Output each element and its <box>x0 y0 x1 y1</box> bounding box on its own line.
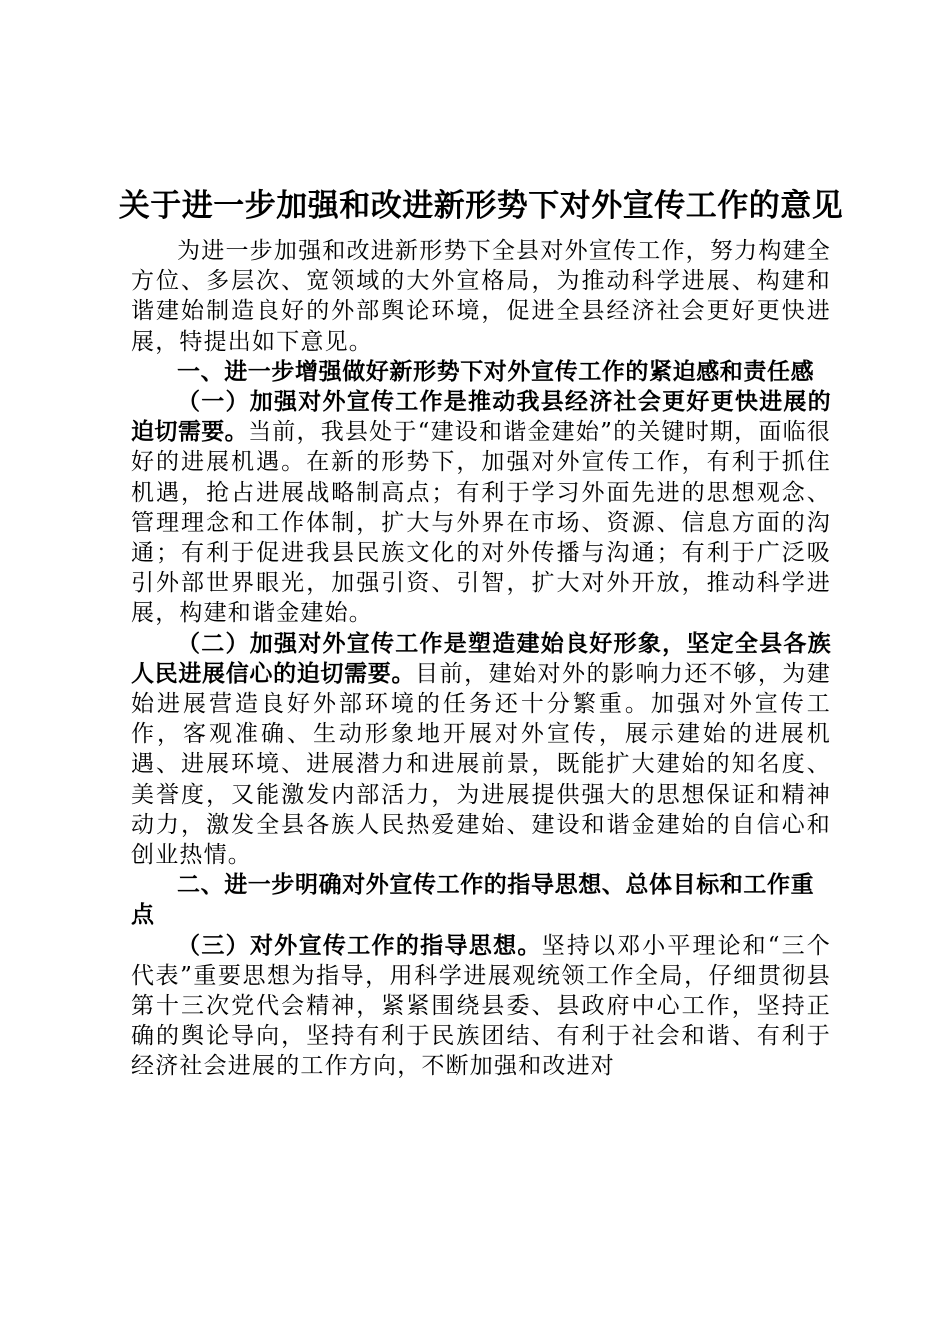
item-1-lead: （一）加强对外宣传工作是推动我县经济社会更好更快进展的迫切需要。 <box>131 389 831 446</box>
item-2-lead: （二）加强对外宣传工作是塑造建始良好形象，坚定全县各族人民进展信心的迫切需要。 <box>131 630 831 687</box>
item-3-lead: （三）对外宣传工作的指导思想。 <box>177 932 542 959</box>
document-title: 关于进一步加强和改进新形势下对外宣传工作的意见 <box>118 188 844 224</box>
item-2-body: 目前，建始对外的影响力还不够，为建始进展营造良好外部环境的任务还十分繁重。加强对外宣传工作，客观准确、生动形象地开展对外宣传，展示建始的进展机遇、进展环境、进展潜力和进展前景，既能扩大建始的知名度、美誉度，又能激发内部活力，为进展提供强大的思想保证和精神动力，激发全县各族人民热爱建始、建设和谐金建始的自信心和创业热情。 <box>131 660 831 869</box>
document-body <box>118 176 844 1082</box>
item-3-paragraph <box>131 931 831 1082</box>
item-3-body: 坚持以邓小平理论和“三个代表”重要思想为指导，用科学进展观统领工作全局，仔细贯彻县第十三次党代会精神，紧紧围绕县委、县政府中心工作，坚持正确的舆论导向，坚持有利于民族团结、有利于社会和谐、有利于经济社会进展的工作方向，不断加强和改进对 <box>131 932 831 1080</box>
item-2-paragraph <box>131 629 831 871</box>
section-2-heading: 二、进一步明确对外宣传工作的指导思想、总体目标和工作重点 <box>131 872 815 929</box>
item-1-body: 当前，我县处于“建设和谐金建始”的关键时期，面临很好的进展机遇。在新的形势下，加强对外宣传工作，有利于抓住机遇，抢占进展战略制高点；有利于学习外面先进的思想观念、管理理念和工作体制，扩大与外界在市场、资源、信息方面的沟通；有利于促进我县民族文化的对外传播与沟通；有利于广泛吸引外部世界眼光，加强引资、引智，扩大对外开放，推动科学进展，构建和谐金建始。 <box>131 419 831 627</box>
intro-paragraph: 为进一步加强和改进新形势下全县对外宣传工作，努力构建全方位、多层次、宽领域的大外宣格局，为推动科学进展、构建和谐建始制造良好的外部舆论环境，促进全县经济社会更好更快进展，特提出如下意见。 <box>131 238 831 355</box>
section-1-heading: 一、进一步增强做好新形势下对外宣传工作的紧迫感和责任感 <box>177 358 815 385</box>
item-1-paragraph <box>131 387 831 629</box>
